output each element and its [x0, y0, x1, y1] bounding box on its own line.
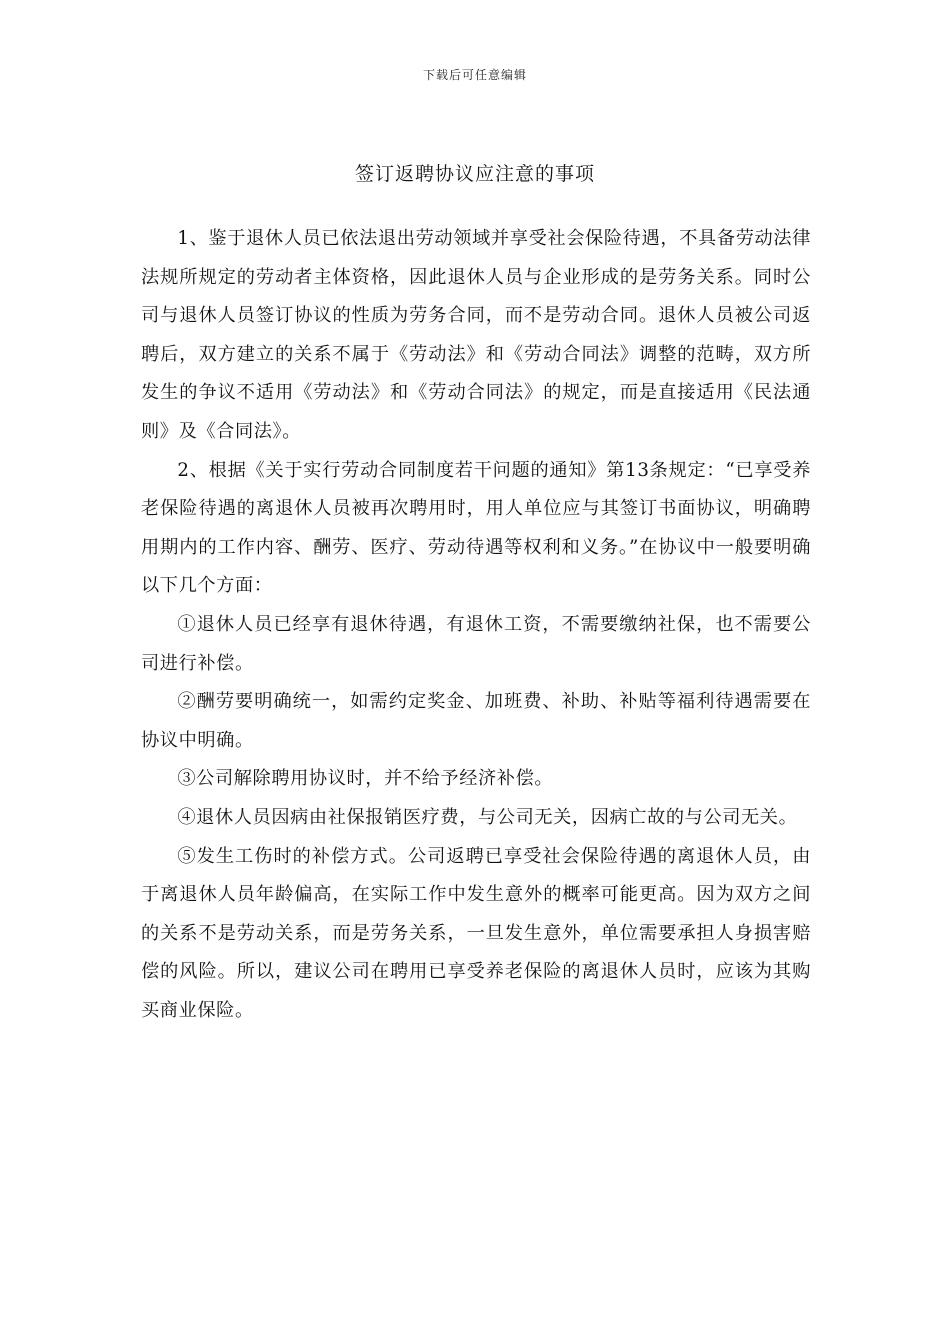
list-item-3: ③公司解除聘用协议时，并不给予经济补偿。 [177, 768, 554, 790]
document-title: 签订返聘协议应注意的事项 [354, 163, 595, 185]
list-item-5: ⑤发生工伤时的补偿方式。公司返聘已享受社会保险待遇的离退休人员，由于离退休人员年龄偏高，在实际工作中发生意外的概率可能更高。因为双方之间的关系不是劳动关系，而是劳务关系，一旦发生意外，单位需要承担人身损害赔偿的风险。所以，建议公司在聘用已享受养老保险的离退休人员时，应该为其购买商业保险。 [141, 845, 811, 1021]
paragraph-1: 1、鉴于退休人员已依法退出劳动领域并享受社会保险待遇，不具备劳动法律法规所规定的劳动者主体资格，因此退休人员与企业形成的是劳务关系。同时公司与退休人员签订协议的性质为劳务合同，而不是劳动合同。退休人员被公司返聘后，双方建立的关系不属于《劳动法》和《劳动合同法》调整的范畴，双方所发生的争议不适用《劳动法》和《劳动合同法》的规定，而是直接适用《民法通则》及《合同法》。 [141, 228, 811, 442]
paragraph-2: 2、根据《关于实行劳动合同制度若干问题的通知》第13条规定：“已享受养老保险待遇的离退休人员被再次聘用时，用人单位应与其签订书面协议，明确聘用期内的工作内容、酬劳、医疗、劳动待遇等权利和义务。”在协议中一般要明确以下几个方面： [141, 459, 811, 597]
header-note: 下载后可任意编辑 [422, 68, 527, 82]
list-item-2: ②酬劳要明确统一，如需约定奖金、加班费、补助、补贴等福利待遇需要在协议中明确。 [141, 691, 811, 751]
document-body [141, 220, 811, 1030]
list-item-1: ①退休人员已经享有退休待遇，有退休工资，不需要缴纳社保，也不需要公司进行补偿。 [141, 613, 811, 674]
list-item-4: ④退休人员因病由社保报销医疗费，与公司无关，因病亡故的与公司无关。 [177, 806, 798, 828]
